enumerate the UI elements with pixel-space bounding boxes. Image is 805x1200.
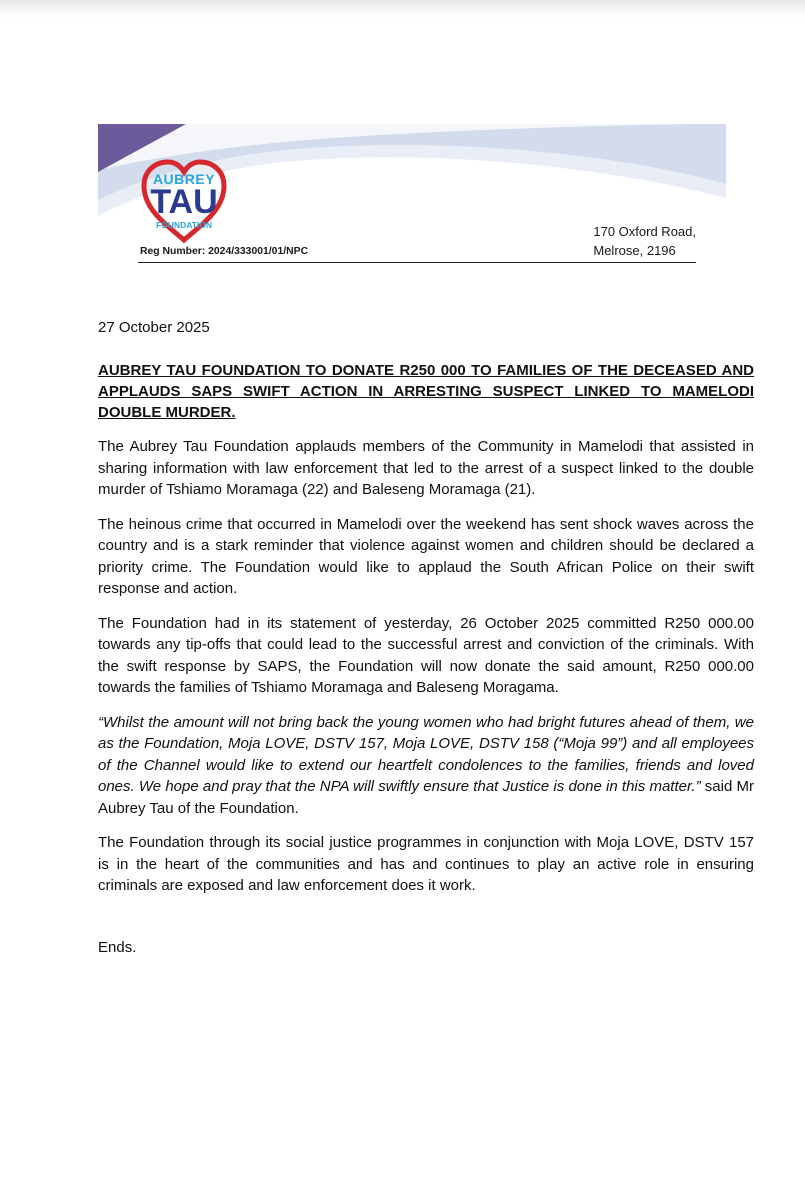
letterhead <box>98 124 726 264</box>
ends-marker: Ends. <box>98 938 137 956</box>
page-top-shadow <box>0 0 805 18</box>
address-block <box>593 222 696 260</box>
quote-attribution: said Mr Aubrey Tau of the Foundation. <box>98 778 754 817</box>
document-headline: AUBREY TAU FOUNDATION TO DONATE R250 000 TO FAMILIES OF THE DECEASED AND APPLAUDS SAPS SWIFT ACTION IN ARRESTING SUSPECT LINKED TO MAMELODI DOUBLE MURDER. <box>98 362 754 421</box>
document-date: 27 October 2025 <box>98 319 210 336</box>
address-line-2: Melrose, 2196 <box>593 243 676 258</box>
quote-paragraph <box>98 712 754 820</box>
foundation-logo <box>138 158 230 244</box>
paragraph-3: The Foundation had in its statement of yesterday, 26 October 2025 committed R250 000.00 towards any tip-offs that could lead to the successful arrest and conviction of the criminals. With the swift response by SAPS, the Foundation will now donate the said amount, R250 000.00 towards the families of Tshiamo Moramaga and Baleseng Moragama. <box>98 614 754 696</box>
press-release-body <box>98 318 754 958</box>
logo-text-tau: TAU <box>150 183 218 221</box>
paragraph-2: The heinous crime that occurred in Mamelodi over the weekend has sent shock waves across the country and is a stark reminder that violence against women and children should be declared a priority crime. The Foundation would like to applaud the South African Police on their swift response and action. <box>98 515 754 597</box>
registration-number: Reg Number: 2024/333001/01/NPC <box>140 246 309 257</box>
address-line-1: 170 Oxford Road, <box>593 224 696 239</box>
quote-text: “Whilst the amount will not bring back the young women who had bright futures ahead of them, we as the Foundation, Moja LOVE, DSTV 157, Moja LOVE, DSTV 158 (“Moja 99”) and all employees of the Channel would like to extend our heartfelt condolences to the families, friends and loved ones. We hope and pray that the NPA will swiftly ensure that Justice is done in this matter.” <box>98 713 754 795</box>
logo-text-foundation: FOUNDATION <box>155 220 213 230</box>
closing-paragraph: The Foundation through its social justice programmes in conjunction with Moja LOVE, DSTV 157 is in the heart of the communities and has and continues to play an active role in ensuring criminals are exposed and law enforcement does it work. <box>98 834 754 894</box>
paragraph-1: The Aubrey Tau Foundation applauds members of the Community in Mamelodi that assisted in sharing information with law enforcement that led to the arrest of a suspect linked to the double murder of Tshiamo Moramaga (22) and Baleseng Moramaga (21). <box>98 438 754 498</box>
logo-text-aubrey: AUBREY <box>152 171 216 187</box>
letterhead-divider <box>138 262 696 263</box>
